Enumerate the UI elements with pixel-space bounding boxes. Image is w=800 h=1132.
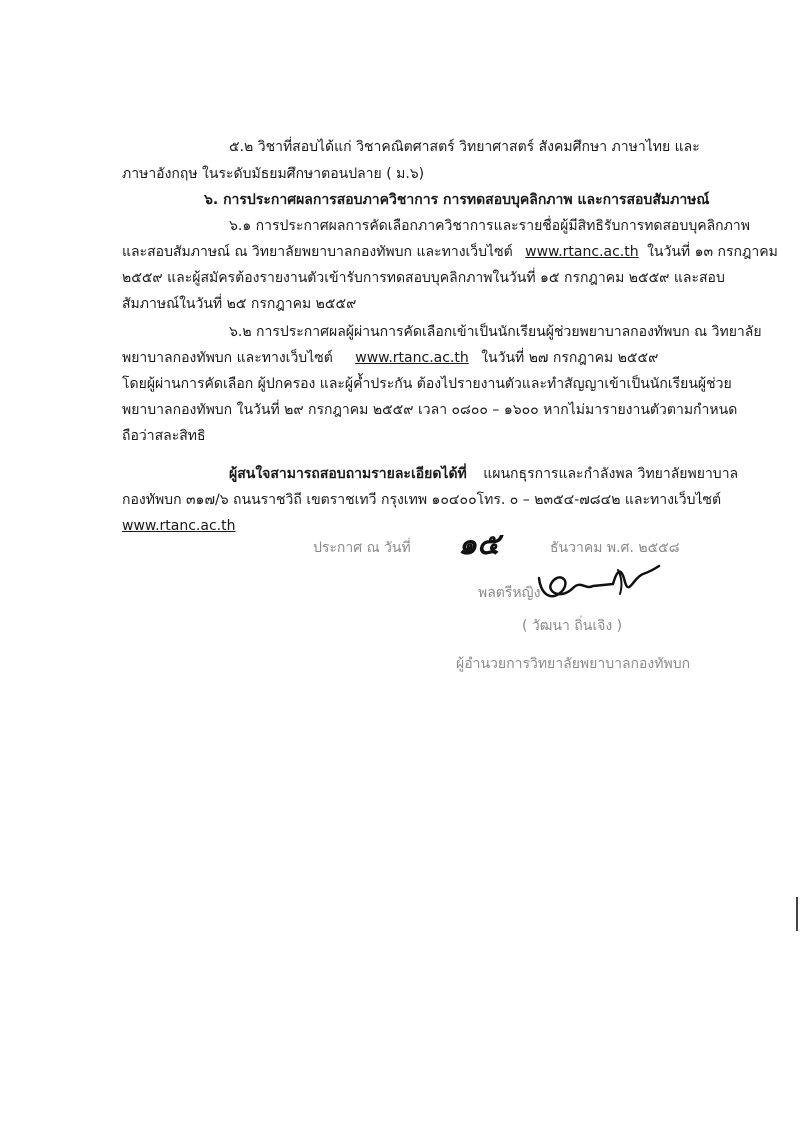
signer-title: ผู้อำนวยการวิทยาลัยพยาบาลกองทัพบก	[456, 656, 691, 672]
announce-month-year: ธันวาคม พ.ศ. ๒๕๕๘	[550, 540, 680, 556]
item-6-1-line-2	[122, 242, 778, 262]
item-6-2-line-2	[122, 348, 658, 368]
item-6-1-line-2-text-b: ในวันที่ ๑๓ กรกฎาคม	[647, 244, 778, 260]
contact-lead: ผู้สนใจสามารถสอบถามรายละเอียดได้ที่	[229, 466, 467, 482]
item-6-2-line-4: พยาบาลกองทัพบก ในวันที่ ๒๙ กรกฎาคม ๒๕๕๙ เวลา ๐๘๐๐ – ๑๖๐๐ หากไม่มารายงานตัวตามกำหนด	[122, 402, 738, 418]
signer-name: ( วัฒนา ถิ่นเจิง )	[522, 618, 623, 634]
contact-department: แผนกธุรการและกำลังพล วิทยาลัยพยาบาล	[483, 466, 739, 482]
item-5-2-line-1: ๕.๒ วิชาที่สอบได้แก่ วิชาคณิตศาสตร์ วิทยาศาสตร์ สังคมศึกษา ภาษาไทย และ	[229, 139, 700, 155]
signature	[533, 560, 663, 605]
item-5-2-line-2: ภาษาอังกฤษ ในระดับมัธยมศึกษาตอนปลาย ( ม.๖)	[122, 166, 425, 182]
item-6-1-website-link[interactable]: www.rtanc.ac.th	[525, 244, 639, 260]
item-6-2-line-3: โดยผู้ผ่านการคัดเลือก ผู้ปกครอง และผู้ค้ำประกัน ต้องไปรายงานตัวและทำสัญญาเข้าเป็นนักเรียนผู้ช่วย	[122, 376, 732, 392]
contact-line-2: กองทัพบก ๓๑๗/๖ ถนนราชวิถี เขตราชเทวี กรุงเทพ ๑๐๔๐๐โทร. ๐ – ๒๓๕๔-๗๘๔๒ และทางเว็บไซต์	[122, 492, 722, 508]
contact-website-link[interactable]: www.rtanc.ac.th	[122, 518, 236, 534]
section-6-heading: ๖. การประกาศผลการสอบภาควิชาการ การทดสอบบุคลิกภาพ และการสอบสัมภาษณ์	[204, 192, 710, 208]
announce-date-prefix: ประกาศ ณ วันที่	[313, 540, 411, 556]
signer-rank: พลตรีหญิง	[478, 585, 541, 601]
item-6-2-line-2-text-b: ในวันที่ ๒๗ กรกฎาคม ๒๕๕๙	[481, 350, 659, 366]
item-6-2-line-1: ๖.๒ การประกาศผลผู้ผ่านการคัดเลือกเข้าเป็นนักเรียนผู้ช่วยพยาบาลกองทัพบก ณ วิทยาลัย	[229, 324, 762, 340]
contact-line-1	[229, 464, 738, 484]
item-6-2-line-2-text-a: พยาบาลกองทัพบก และทางเว็บไซต์	[122, 350, 333, 366]
item-6-1-line-1: ๖.๑ การประกาศผลการคัดเลือกภาควิชาการและรายชื่อผู้มีสิทธิรับการทดสอบบุคลิกภาพ	[229, 218, 750, 234]
item-6-1-line-4: สัมภาษณ์ในวันที่ ๒๕ กรกฎาคม ๒๕๕๙	[122, 296, 357, 312]
item-6-1-line-2-text-a: และสอบสัมภาษณ์ ณ วิทยาลัยพยาบาลกองทัพบก และทางเว็บไซต์	[122, 244, 513, 260]
item-6-1-line-3: ๒๕๕๙ และผู้สมัครต้องรายงานตัวเข้ารับการทดสอบบุคลิกภาพในวันที่ ๑๕ กรกฎาคม ๒๕๕๙ และสอบ	[122, 270, 725, 286]
item-6-2-line-5: ถือว่าสละสิทธิ	[122, 428, 206, 444]
item-6-2-website-link[interactable]: www.rtanc.ac.th	[355, 350, 469, 366]
announce-day-handwritten: ๑๕	[458, 527, 500, 562]
scan-edge-mark	[796, 897, 798, 931]
